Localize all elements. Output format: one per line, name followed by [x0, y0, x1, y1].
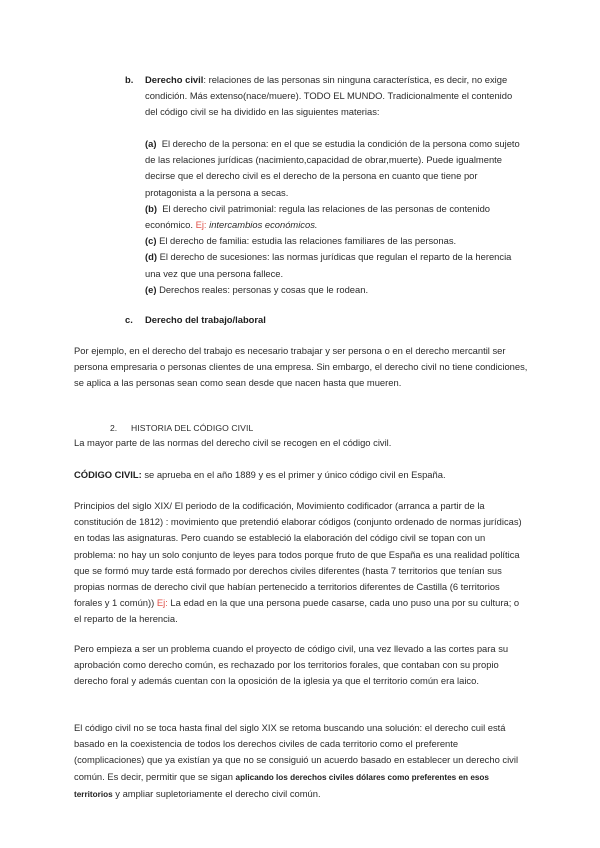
materia-b-example-text: intercambios económicos. [209, 219, 318, 231]
final-text-2: y ampliar supletoriamente el derecho civil común. [112, 787, 321, 799]
paragraph-problema: Pero empieza a ser un problema cuando el proyecto de código civil, una vez llevado a las cortes para su aprobación como derecho común, es rechazado por los territorios forales, que contaban con su propio derecho foral y además cuentan con la oposición de la iglesia ya que el territorio común era laico. [74, 643, 509, 687]
materia-c-marker: (c) [145, 235, 157, 247]
final-text-1: El código civil no se toca hasta final del siglo XIX se retoma buscando una solución: el derecho cuil está basado en la coexistencia de todos los derechos civiles de cada territorio como el preferente (complicaciones) que ya existían ya que no se consiguió un acuerdo basado en establecer un derecho civil común. Es decir, permitir que se sigan [74, 722, 519, 782]
principios-text: Principios del siglo XIX/ El periodo de la codificación, Movimiento codificador (arranca a partir de la constitución de 1812) : movimiento que pretendió elaborar códigos (conjunto ordenado de normas jurídicas) en todas las asignaturas. Pero cuando se estableció la elaboración del código civil se topan con un problema: no hay un solo conjunto de leyes para todos porque fruto de que España es una realidad política que se formó muy tarde está formado por derechos civiles diferentes (hasta 7 territorios que tenían sus propias normas de derecho civil que habían pertenecido a territorios diferentes de Castilla (6 territorios forales y 1 común)) [74, 500, 522, 609]
materia-a-marker: (a) [145, 138, 157, 149]
materia-d-text: El derecho de sucesiones: las normas jurídicas que regulan el reparto de la herencia una vez que una persona fallece. [145, 251, 512, 279]
paragraph-example: Por ejemplo, en el derecho del trabajo es necesario trabajar y ser persona o en el derecho mercantil ser persona empresaria o personas clientes de una empresa. Sin embargo, el derecho civil no tiene condiciones, se aplica a las personas sean como sean desde que nacen hasta que mueren. [74, 345, 528, 389]
heading-2-number: 2. [110, 423, 118, 433]
paragraph-final [74, 720, 528, 803]
codigo-label: CÓDIGO CIVIL: [74, 469, 142, 480]
section-b-term: Derecho civil [145, 74, 204, 85]
materia-e [145, 282, 527, 298]
materia-e-text: Derechos reales: personas y cosas que le rodean. [159, 283, 369, 295]
materia-d-marker: (d) [145, 251, 157, 263]
section-b-marker: b. [125, 74, 134, 85]
materias-list [145, 136, 527, 298]
materia-b-text: El derecho civil patrimonial: regula las relaciones de las personas de contenido económico. [145, 202, 490, 231]
codigo-text: se aprueba en el año 1889 y es el primer y único código civil en España. [141, 469, 446, 480]
paragraph-codigo [74, 467, 528, 483]
paragraph-principios [74, 498, 528, 628]
principios-example-text: La edad en la que una persona puede casarse, cada uno puso una por su cultura; o el reparto de la herencia. [74, 597, 520, 625]
section-c-marker: c. [125, 314, 133, 325]
materia-b-marker: (b) [145, 202, 157, 214]
materia-a [145, 136, 527, 201]
materia-d [145, 249, 527, 281]
section-b-paragraph [145, 72, 527, 121]
materia-c [145, 233, 527, 249]
section-c-title: Derecho del trabajo/laboral [145, 314, 266, 325]
principios-example-label: Ej: [156, 597, 168, 609]
paragraph-intro: La mayor parte de las normas del derecho civil se recogen en el código civil. [74, 437, 392, 448]
materia-b-example-label: Ej: [195, 219, 207, 231]
heading-2-title: HISTORIA DEL CÓDIGO CIVIL [131, 423, 254, 433]
section-b-text: : relaciones de las personas sin ninguna característica, es decir, no exige condición. Más extenso(nace/muere). TODO EL MUNDO. Tradicionalmente el contenido del código civil se ha dividido en las siguientes materias: [145, 74, 513, 118]
final-bold-text: aplicando los derechos civiles dólares como preferentes en esos territorios [74, 772, 489, 799]
materia-a-text: El derecho de la persona: en el que se estudia la condición de la persona como sujeto de las relaciones jurídicas (nacimiento,capacidad de obrar,muerte). Puede igualmente decirse que el derecho civil es el derecho de la persona en cuanto que tiene por protagonista a la persona a secas. [145, 138, 520, 198]
materia-b [145, 201, 527, 233]
materia-e-marker: (e) [145, 283, 157, 295]
materia-c-text: El derecho de familia: estudia las relaciones familiares de las personas. [159, 235, 457, 247]
